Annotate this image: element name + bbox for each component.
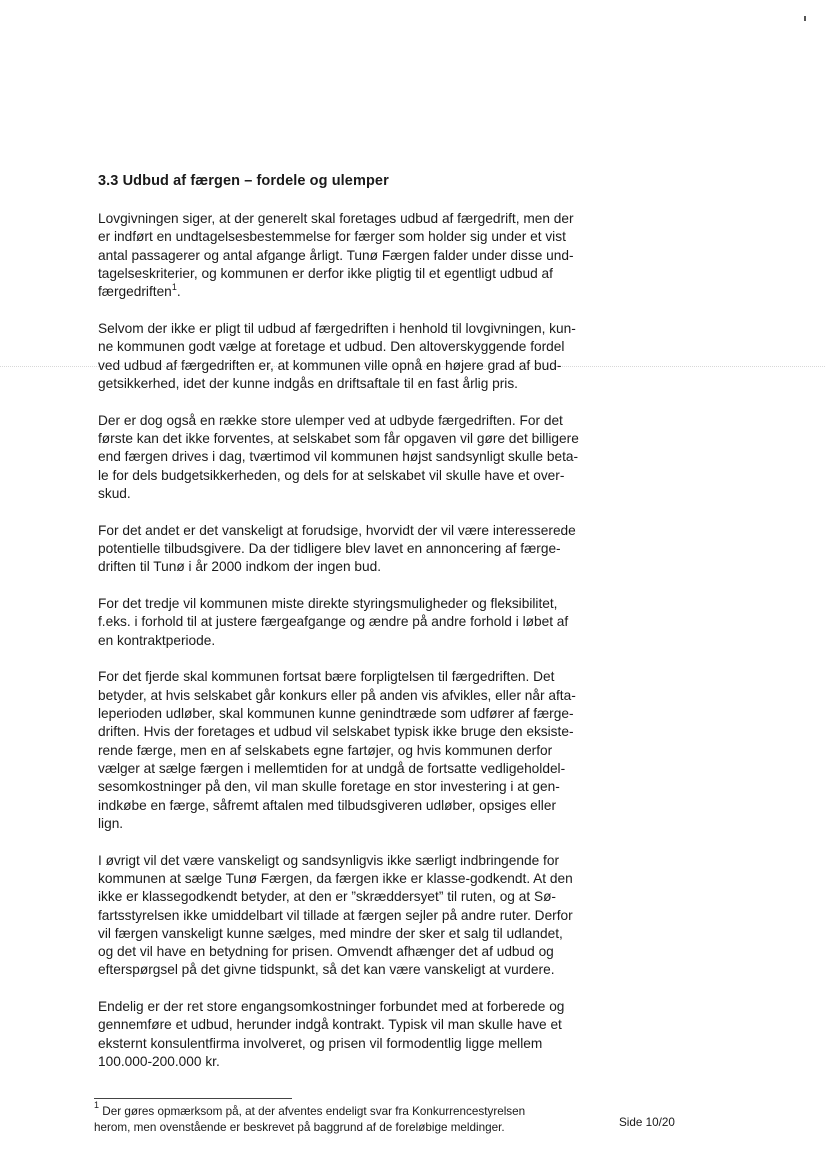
footnote bbox=[94, 1100, 574, 1135]
text-line bbox=[98, 430, 590, 448]
text-line-content: I øvrigt vil det være vanskeligt og sandsynligvis ikke særligt indbringende for bbox=[98, 852, 560, 868]
text-line bbox=[98, 632, 590, 650]
text-line-content: ne kommunen godt vælge at foretage et udbud. Den altoverskyggende fordel bbox=[98, 339, 565, 355]
text-line-content: getsikkerhed, idet der kunne indgås en driftsaftale til en fast årlig pris. bbox=[98, 375, 518, 391]
text-line bbox=[98, 778, 590, 796]
text-line-content: Selvom der ikke er pligt til udbud af færgedriften i henhold til lovgivningen, kun- bbox=[98, 320, 576, 336]
text-line bbox=[98, 265, 590, 283]
footnote-divider bbox=[94, 1098, 292, 1099]
text-line bbox=[98, 998, 590, 1016]
text-line bbox=[98, 467, 590, 485]
footnote-line-1 bbox=[94, 1100, 574, 1120]
text-line bbox=[98, 247, 590, 265]
text-line bbox=[98, 925, 590, 943]
text-line bbox=[98, 283, 590, 301]
text-line-content: er indført en undtagelsesbestemmelse for færger som holder sig under et vist bbox=[98, 229, 566, 245]
text-line-content: sesomkostninger på den, vil man skulle foretage en stor investering i at gen- bbox=[98, 779, 560, 795]
text-line bbox=[98, 815, 590, 833]
text-line-content: 100.000-200.000 kr. bbox=[98, 1054, 220, 1070]
text-line bbox=[98, 1053, 590, 1071]
text-line bbox=[98, 613, 590, 631]
text-line-content: Der er dog også en række store ulemper ved at udbyde færgedriften. For det bbox=[98, 412, 563, 428]
body-text bbox=[98, 210, 590, 1090]
text-line bbox=[98, 320, 590, 338]
text-line-content: Lovgivningen siger, at der generelt skal foretages udbud af færgedrift, men der bbox=[98, 211, 574, 226]
text-line bbox=[98, 1035, 590, 1053]
text-line bbox=[98, 448, 590, 466]
text-line-content: første kan det ikke forventes, at selskabet som får opgaven vil gøre det billigere bbox=[98, 430, 579, 446]
text-line-content: Endelig er der ret store engangsomkostninger forbundet med at forberede og bbox=[98, 999, 565, 1015]
text-line-content: lign. bbox=[98, 815, 124, 831]
text-line-content: efterspørgsel på det givne tidspunkt, så det kan være vanskeligt at vurdere. bbox=[98, 962, 555, 978]
text-line-content: ved udbud af færgedriften er, at kommunen ville opnå en højere grad af bud- bbox=[98, 357, 562, 373]
text-line bbox=[98, 943, 590, 961]
text-line bbox=[98, 558, 590, 576]
text-line-content: ikke er klassegodkendt betyder, at den er ”skræddersyet” til ruten, og at Sø- bbox=[98, 889, 556, 905]
text-line-content: betyder, at hvis selskabet går konkurs eller på anden vis afvikles, eller når afta- bbox=[98, 687, 576, 703]
text-line bbox=[98, 375, 590, 393]
paragraph bbox=[98, 998, 590, 1071]
scan-artifact bbox=[804, 16, 806, 21]
text-line bbox=[98, 1016, 590, 1034]
text-line-content: For det fjerde skal kommunen fortsat bære forpligtelsen til færgedriften. Det bbox=[98, 669, 555, 685]
text-line bbox=[98, 870, 590, 888]
text-line-content: driften. Hvis der foretages et udbud vil selskabet typisk ikke bruge den eksiste- bbox=[98, 724, 574, 740]
text-line-content: driften til Tunø i år 2000 indkom der ingen bud. bbox=[98, 559, 382, 575]
text-line bbox=[98, 742, 590, 760]
text-line-content: færgedriften bbox=[98, 284, 172, 300]
paragraph bbox=[98, 320, 590, 393]
text-line bbox=[98, 797, 590, 815]
text-line bbox=[98, 723, 590, 741]
text-line-suffix: . bbox=[176, 284, 181, 300]
footnote-line-2: herom, men ovenstående er beskrevet på baggrund af de foreløbige meldinger. bbox=[94, 1120, 505, 1134]
text-line bbox=[98, 522, 590, 540]
text-line-content: leperioden udløber, skal kommunen kunne genindtræde som udfører af færge- bbox=[98, 706, 574, 722]
text-line bbox=[98, 907, 590, 925]
text-line-content: vil færgen vanskeligt kunne sælges, med mindre der sker et salg til udlandet, bbox=[98, 925, 563, 941]
text-line-content: le for dels budgetsikkerheden, og dels for at selskabet vil skulle have et over- bbox=[98, 467, 565, 483]
text-line-content: kommunen at sælge Tunø Færgen, da færgen ikke er klasse-godkendt. At den bbox=[98, 870, 573, 886]
footnote-reference: 1 bbox=[171, 281, 177, 292]
paragraph bbox=[98, 668, 590, 833]
text-line-content: gennemføre et udbud, herunder indgå kontrakt. Typisk vil man skulle have et bbox=[98, 1017, 562, 1033]
text-line bbox=[98, 338, 590, 356]
text-line-content: For det tredje vil kommunen miste direkte styringsmuligheder og fleksibilitet, bbox=[98, 596, 558, 612]
footnote-text-1: Der gøres opmærksom på, at der afventes endeligt svar fra Konkurrencestyrelsen bbox=[99, 1105, 526, 1118]
text-line-content: skud. bbox=[98, 485, 131, 501]
text-line-content: eksternt konsulentfirma involveret, og prisen vil formodentlig ligge mellem bbox=[98, 1035, 543, 1051]
text-line bbox=[98, 595, 590, 613]
text-line bbox=[98, 485, 590, 503]
text-line bbox=[98, 228, 590, 246]
paragraph bbox=[98, 412, 590, 503]
footnote-marker: 1 bbox=[94, 1100, 100, 1111]
paragraph bbox=[98, 852, 590, 980]
text-line bbox=[98, 852, 590, 870]
text-line bbox=[98, 210, 590, 228]
text-line bbox=[98, 668, 590, 686]
text-line bbox=[98, 357, 590, 375]
text-line-content: fartsstyrelsen ikke umiddelbart vil tillade at færgen sejler på andre ruter. Derfor bbox=[98, 907, 573, 923]
text-line bbox=[98, 412, 590, 430]
text-line-content: potentielle tilbudsgivere. Da der tidligere blev lavet en annoncering af færge- bbox=[98, 540, 561, 556]
text-line-content: vælger at sælge færgen i mellemtiden for at undgå de fortsatte vedligeholdel- bbox=[98, 760, 566, 776]
text-line-content: For det andet er det vanskeligt at forudsige, hvorvidt der vil være interesserede bbox=[98, 522, 576, 538]
paragraph bbox=[98, 522, 590, 577]
text-line bbox=[98, 888, 590, 906]
text-line-content: og det vil have en betydning for prisen. Omvendt afhænger det af udbud og bbox=[98, 944, 554, 960]
paragraph bbox=[98, 210, 590, 301]
text-line-content: f.eks. i forhold til at justere færgeafgange og ændre på andre forhold i løbet af bbox=[98, 614, 569, 630]
text-line bbox=[98, 540, 590, 558]
text-line-content: tagelseskriterier, og kommunen er derfor ikke pligtig til et egentligt udbud af bbox=[98, 265, 553, 281]
text-line bbox=[98, 687, 590, 705]
text-line-content: indkøbe en færge, såfremt aftalen med tilbudsgiveren udløber, opsiges eller bbox=[98, 797, 557, 813]
text-line-content: end færgen drives i dag, tværtimod vil kommunen højst sandsynligt skulle beta- bbox=[98, 449, 579, 465]
page-number: Side 10/20 bbox=[619, 1116, 675, 1129]
paragraph bbox=[98, 595, 590, 650]
text-line-content: antal passagerer og antal afgange årligt. Tunø Færgen falder under disse und- bbox=[98, 247, 574, 263]
text-line bbox=[98, 760, 590, 778]
text-line-content: en kontraktperiode. bbox=[98, 632, 216, 648]
text-line-content: rende færge, men en af selskabets egne fartøjer, og hvis kommunen derfor bbox=[98, 742, 553, 758]
text-line bbox=[98, 961, 590, 979]
text-line bbox=[98, 705, 590, 723]
section-heading: 3.3 Udbud af færgen – fordele og ulemper bbox=[98, 173, 389, 189]
